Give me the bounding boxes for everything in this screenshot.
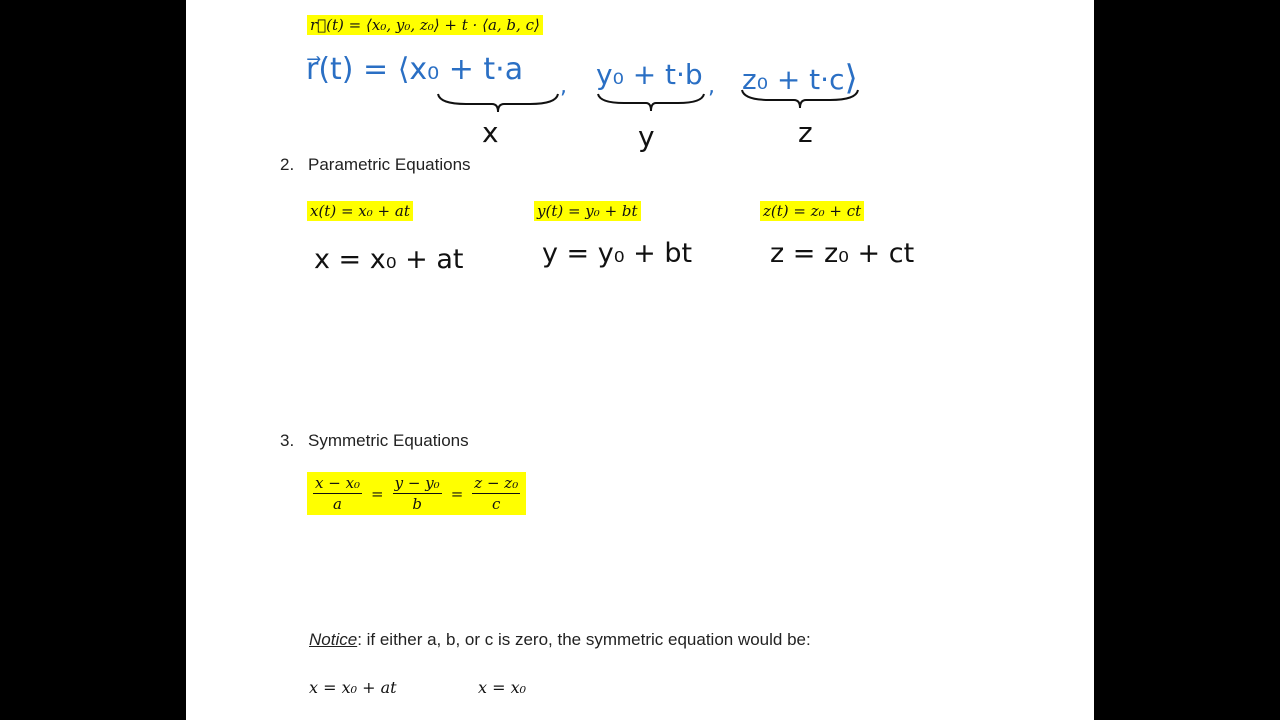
parametric-z-handwritten: z = z₀ + ct bbox=[770, 238, 915, 269]
underbrace-z bbox=[740, 88, 860, 112]
brace-label-x: x bbox=[482, 116, 499, 149]
parametric-y-handwritten: y = y₀ + bt bbox=[542, 238, 693, 269]
fraction-x: $\frac{\text{x − x₀}}{a}$ bbox=[315, 474, 361, 513]
section-3-heading: 3. Symmetric Equations bbox=[280, 431, 469, 450]
parametric-x-typed: x(t) = x₀ + at bbox=[307, 202, 413, 220]
section-2-heading: 2. Parametric Equations bbox=[280, 155, 471, 174]
parametric-x-handwritten: x = x₀ + at bbox=[314, 244, 464, 275]
parametric-z-typed: z(t) = z₀ + ct bbox=[760, 202, 864, 220]
hand-x-component: x₀ + t·a bbox=[409, 52, 524, 87]
brace-label-z: z bbox=[798, 116, 813, 149]
hand-prefix: r⃗(t) = ⟨ bbox=[306, 52, 410, 87]
document-page bbox=[186, 0, 1094, 720]
section-2-title: Parametric Equations bbox=[308, 155, 471, 174]
brace-label-y: y bbox=[638, 120, 655, 153]
vector-equation-typed: r⃗(t) = ⟨x₀, y₀, z₀⟩ + t · ⟨a, b, c⟩ bbox=[307, 16, 543, 34]
notice-equation-1: x = x₀ + at bbox=[309, 678, 397, 697]
comma-1: , bbox=[560, 74, 567, 99]
comma-2: , bbox=[708, 74, 715, 99]
notice-text: : if either a, b, or c is zero, the symmetric equation would be: bbox=[357, 630, 811, 649]
hand-suffix: ⟩ bbox=[844, 58, 858, 98]
notice-equation-2: x = x₀ bbox=[478, 678, 527, 697]
symmetric-equation: $\frac{\text{x − x₀}}{a}$ = $\frac{\text{y − y₀}}{b}$ = $\frac{\text{z − z₀}}{c}$ bbox=[307, 472, 526, 515]
parametric-y-typed: y(t) = y₀ + bt bbox=[534, 202, 641, 220]
vector-z-component: z₀ + t·c⟩ bbox=[742, 58, 858, 98]
notice-paragraph bbox=[309, 630, 811, 650]
fraction-y: $\frac{\text{y − y₀}}{b}$ bbox=[394, 474, 440, 513]
vector-y-component: y₀ + t·b bbox=[596, 58, 703, 91]
fraction-z: $\frac{\text{z − z₀}}{c}$ bbox=[474, 474, 519, 513]
underbrace-x bbox=[436, 92, 560, 116]
notice-label: Notice bbox=[309, 630, 358, 649]
underbrace-y bbox=[596, 92, 706, 114]
vector-equation-handwritten bbox=[306, 52, 523, 87]
section-3-title: Symmetric Equations bbox=[308, 431, 469, 450]
